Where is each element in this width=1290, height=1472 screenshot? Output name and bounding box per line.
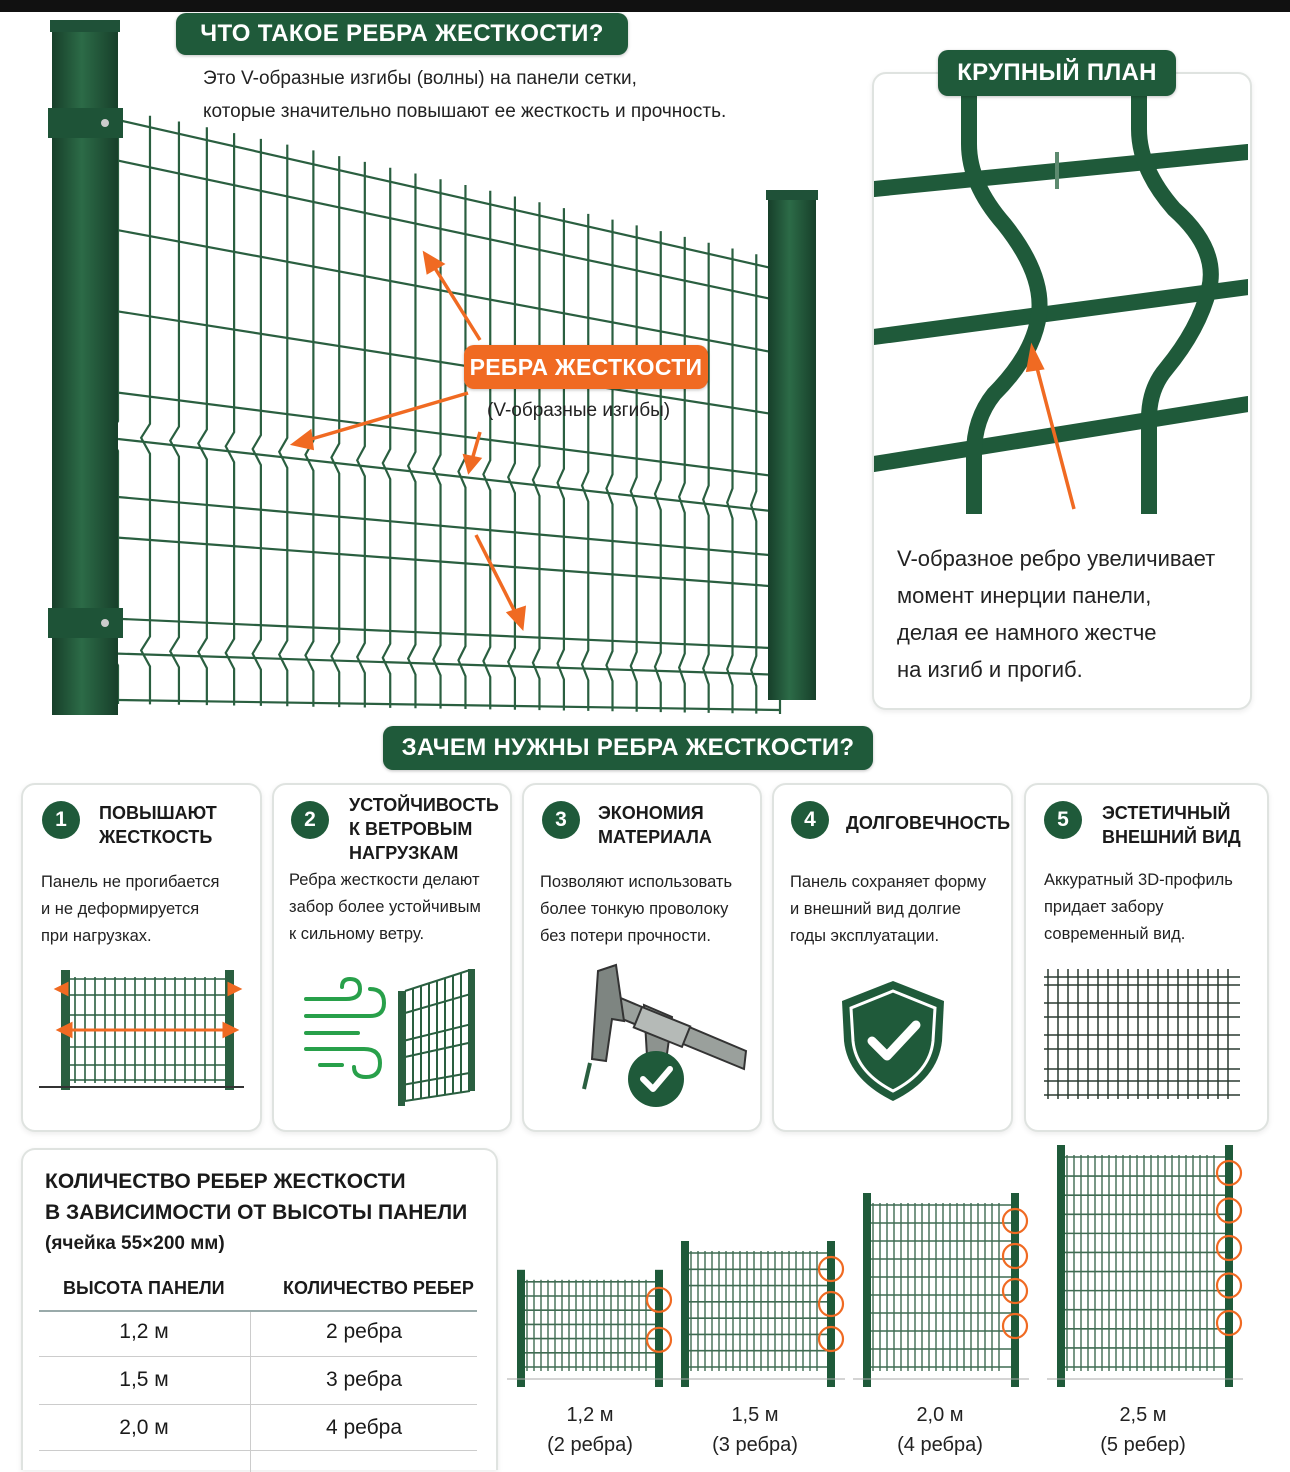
table-title-line: В ЗАВИСИМОСТИ ОТ ВЫСОТЫ ПАНЕЛИ	[45, 1201, 468, 1224]
caliper-icon	[546, 961, 751, 1111]
card-text-line: и не деформируется	[41, 900, 200, 918]
card-title-line: ПОВЫШАЮТ	[99, 803, 217, 823]
wind-icon	[298, 961, 488, 1111]
panel-caption-2	[695, 1400, 815, 1460]
panel-caption-3	[880, 1400, 1000, 1460]
card-text-line: Панель не прогибается	[41, 873, 220, 891]
card-number: 3	[542, 801, 580, 839]
closeup-line: на изгиб и прогиб.	[897, 657, 1083, 682]
table-cell: 1,2 м	[119, 1320, 169, 1343]
benefit-card-5	[1024, 783, 1269, 1132]
closeup-line: момент инерции панели,	[897, 583, 1152, 608]
benefit-card-4	[772, 783, 1013, 1132]
table-header-ribs: КОЛИЧЕСТВО РЕБЕР	[283, 1278, 474, 1298]
panel-height-label: 1,2 м	[566, 1404, 614, 1426]
card-text-line: Ребра жесткости делают	[289, 871, 480, 889]
card-title-line: УСТОЙЧИВОСТЬ	[349, 795, 499, 815]
card-title	[349, 793, 499, 865]
card-text-line: Панель сохраняет форму	[790, 873, 987, 891]
closeup-line: делая ее намного жестче	[897, 620, 1157, 645]
card-text	[540, 869, 732, 950]
card-text-line: и внешний вид долгие	[790, 900, 961, 918]
panel-height-label: 2,5 м	[1119, 1404, 1167, 1426]
fence-panel-icon	[1044, 969, 1240, 1103]
card-title	[598, 801, 712, 849]
card-text-line: забор более устойчивым	[289, 898, 481, 916]
card-text	[41, 869, 219, 950]
intro-line: которые значительно повышают ее жесткость и прочность.	[203, 101, 727, 122]
panel-caption-4	[1083, 1400, 1203, 1460]
card-text-line: годы эксплуатации.	[790, 927, 940, 945]
card-title-line: ЭКОНОМИЯ	[598, 803, 704, 823]
benefit-card-1	[21, 783, 262, 1132]
card-title-line: НАГРУЗКАМ	[349, 843, 459, 863]
card-title-line: ЖЕСТКОСТЬ	[99, 827, 213, 847]
section-title-what: ЧТО ТАКОЕ РЕБРА ЖЕСТКОСТИ?	[176, 13, 628, 55]
right-post	[768, 195, 816, 700]
card-text-line: к сильному ветру.	[289, 925, 425, 943]
card-title-line: МАТЕРИАЛА	[598, 827, 712, 847]
card-title	[1102, 801, 1241, 849]
panel-ribs-label: (4 ребра)	[897, 1434, 983, 1456]
ribs-callout-sublabel: (V-образные изгибы)	[487, 400, 671, 421]
intro-line: Это V-образные изгибы (волны) на панели сетки,	[203, 68, 637, 89]
card-text-line: Аккуратный 3D-профиль	[1044, 871, 1233, 889]
card-number: 1	[42, 801, 80, 839]
table-cell: 1,5 м	[119, 1368, 169, 1391]
card-text-line: Позволяют использовать	[540, 873, 733, 891]
closeup-title: КРУПНЫЙ ПЛАН	[938, 50, 1176, 96]
table-cell: 3 ребра	[325, 1368, 403, 1391]
card-number: 5	[1044, 801, 1082, 839]
shield-check-icon	[838, 979, 948, 1103]
benefit-card-3	[522, 783, 762, 1132]
card-title-line: К ВЕТРОВЫМ	[349, 819, 473, 839]
panel-caption-1	[530, 1400, 650, 1460]
table-row-divider	[39, 1450, 477, 1451]
closeup-line: V-образное ребро увеличивает	[897, 546, 1216, 571]
panel-height-comparison	[505, 1135, 1285, 1390]
card-text	[289, 867, 481, 948]
section-title-why: ЗАЧЕМ НУЖНЫ РЕБРА ЖЕСТКОСТИ?	[383, 726, 873, 770]
table-cell: 2 ребра	[325, 1320, 403, 1343]
table-row-divider	[39, 1404, 477, 1405]
card-text	[1044, 867, 1233, 948]
panel-height-label: 2,0 м	[916, 1404, 964, 1426]
panel-height-label: 1,5 м	[731, 1404, 779, 1426]
card-text-line: более тонкую проволоку	[540, 900, 729, 918]
panel-3	[853, 1193, 1029, 1387]
card-title-line: ВНЕШНИЙ ВИД	[1102, 827, 1241, 847]
card-text-line: без потери прочности.	[540, 927, 711, 945]
card-number: 4	[791, 801, 829, 839]
table-cell: 2,0 м	[119, 1416, 169, 1439]
card-title	[846, 811, 1010, 835]
panel-1	[507, 1270, 673, 1387]
closeup-wire-illustration	[874, 74, 1248, 514]
fence-load-icon	[39, 965, 244, 1095]
panel-ribs-label: (3 ребра)	[712, 1434, 798, 1456]
intro-text	[203, 62, 726, 128]
table-title	[45, 1166, 467, 1259]
card-title-line: ЭСТЕТИЧНЫЙ	[1102, 803, 1231, 823]
card-text	[790, 869, 986, 950]
table-title-line: КОЛИЧЕСТВО РЕБЕР ЖЕСТКОСТИ	[45, 1170, 406, 1193]
table-row-divider	[39, 1356, 477, 1357]
panel-4	[1047, 1145, 1243, 1387]
panel-ribs-label: (5 ребер)	[1100, 1434, 1186, 1456]
card-text-line: придает забору	[1044, 898, 1164, 916]
panel-ribs-label: (2 ребра)	[547, 1434, 633, 1456]
benefit-card-2	[272, 783, 512, 1132]
table-cell: 4 ребра	[325, 1416, 403, 1439]
card-text-line: современный вид.	[1044, 925, 1186, 943]
card-title	[99, 801, 217, 849]
ribs-callout-label: РЕБРА ЖЕСТКОСТИ	[464, 345, 708, 389]
closeup-description	[897, 540, 1215, 688]
panel-2	[671, 1241, 845, 1387]
table-header-height: ВЫСОТА ПАНЕЛИ	[63, 1278, 225, 1298]
ribs-table-card	[21, 1148, 498, 1470]
card-number: 2	[291, 801, 329, 839]
card-text-line: при нагрузках.	[41, 927, 152, 945]
table-divider	[39, 1310, 477, 1312]
table-subtitle: (ячейка 55×200 мм)	[45, 1233, 225, 1254]
card-title-line: ДОЛГОВЕЧНОСТЬ	[846, 813, 1011, 833]
